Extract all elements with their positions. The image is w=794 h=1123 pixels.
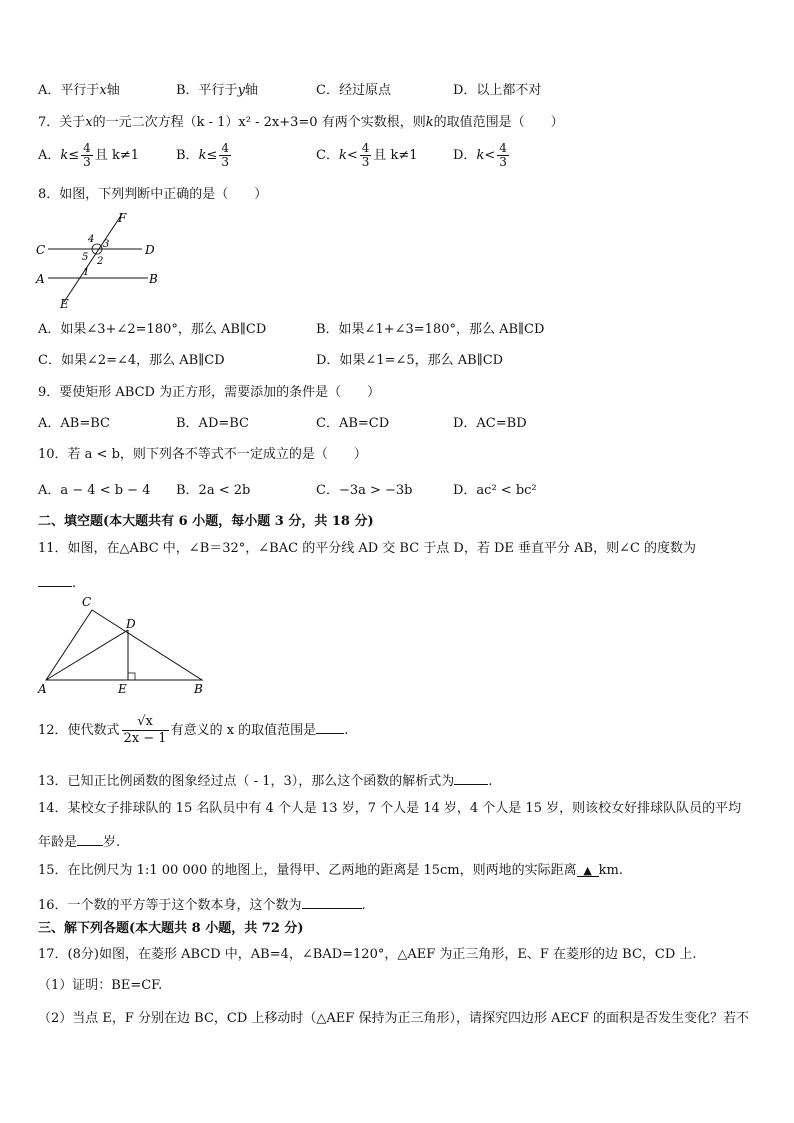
q14-pre: 年龄是 (38, 835, 78, 850)
q13-blank[interactable] (454, 770, 488, 785)
q11-figure (34, 594, 214, 698)
angle-5: 5 (82, 252, 89, 263)
angle-4: 4 (88, 234, 95, 245)
frac-den: 3 (361, 155, 370, 169)
q7-d-fraction (497, 142, 509, 169)
angle-2: 2 (97, 256, 104, 267)
label-d: D (126, 617, 136, 631)
q8-option-a: A．如果∠3+∠2=180°，那么 AB∥CD (38, 322, 267, 337)
q7-option-d (453, 142, 511, 169)
frac-num: 4 (499, 141, 507, 155)
label-a: A (38, 682, 47, 696)
q10-option-c: C．−3a > −3b (316, 483, 413, 498)
section-3-heading: 三、解下列各题(本大题共 8 小题，共 72 分) (38, 921, 304, 936)
q14-line2 (38, 831, 120, 852)
label-d: D (145, 243, 155, 257)
q14-blank[interactable] (77, 831, 103, 846)
label-c: C (36, 243, 46, 257)
q17-part2: （2）当点 E，F 分别在边 BC，CD 上移动时（△AEF 保持为正三角形），请探究四边形 AECF 的面积是否发生变化？若不 (38, 1011, 750, 1026)
q6-option-a-end: 轴 (106, 83, 120, 98)
q12-fraction (122, 714, 169, 747)
frac-den: 3 (83, 155, 91, 169)
q8-option-c: C．如果∠2=∠4，那么 AB∥CD (38, 353, 225, 368)
q7-d-label: D． (453, 148, 477, 163)
q16-blank[interactable] (302, 894, 362, 909)
q7-b-label: B． (176, 148, 199, 163)
q6-option-a-var: x (99, 83, 107, 98)
q9-option-b: B．AD=BC (176, 416, 249, 431)
q17-stem: 17．(8分)如图，在菱形 ABCD 中，AB=4，∠BAD=120°，△AEF 为正三角形，E、F 在菱形的边 BC，CD 上. (38, 947, 697, 962)
q13-text: 13．已知正比例函数的图象经过点（ - 1，3），那么这个函数的解析式为 (38, 774, 455, 789)
q15-pre: 15．在比例尺为 1:1 00 000 的地图上，量得甲、乙两地的距离是 15cm，则两地的实际距离 (38, 863, 577, 878)
q9-option-a: A．AB=BC (38, 416, 110, 431)
right-angle-mark (128, 673, 135, 680)
angle-1: 1 (83, 267, 90, 278)
q15-blank-triangle[interactable]: ▲ (577, 862, 599, 877)
q11-blank[interactable] (38, 572, 72, 587)
line-ef (64, 214, 122, 302)
q12-blank[interactable] (316, 719, 344, 734)
q7-a-fraction (81, 142, 93, 169)
q7-c-pre: k< (338, 148, 358, 163)
q7-stem (38, 114, 564, 132)
frac-num: 4 (83, 141, 91, 155)
q11-stem: 11．如图，在△ABC 中，∠B＝32°，∠BAC 的平分线 AD 交 BC 于点 D，若 DE 垂直平分 AB，则∠C 的度数为 (38, 541, 697, 556)
q6-option-b-var: y (237, 83, 245, 98)
q7-c-label: C． (316, 148, 339, 163)
q7-b-fraction (219, 142, 231, 169)
q10-option-d: D．ac² < bc² (453, 483, 537, 498)
q9-option-d: D．AC=BD (453, 416, 527, 431)
q6-option-d: D．以上都不对 (453, 83, 542, 98)
q10-stem: 10．若 a < b，则下列各不等式不一定成立的是（ ） (38, 447, 367, 462)
q6-option-c: C．经过原点 (316, 83, 391, 98)
q6-option-b-text: B．平行于 (176, 83, 238, 98)
q7-stem-b: 的一元二次方程（k - 1）x² - 2x+3=0 有两个实数根，则 (92, 115, 426, 130)
q7-a-post: 且 k≠1 (94, 148, 139, 163)
angle-3: 3 (103, 239, 110, 250)
label-e: E (118, 682, 127, 696)
q8-option-d: D．如果∠1=∠5，那么 AB∥CD (316, 353, 504, 368)
q7-d-pre: k< (476, 148, 496, 163)
q6-option-b (176, 82, 258, 100)
q8-figure (30, 208, 170, 314)
q12-post: 有意义的 x 的取值范围是 (170, 723, 317, 738)
q9-option-c: C．AB=CD (316, 416, 390, 431)
q8-stem: 8．如图，下列判断中正确的是（ ） (38, 187, 268, 202)
q9-stem: 9．要使矩形 ABCD 为正方形，需要添加的条件是（ ） (38, 385, 381, 400)
q7-option-a (38, 142, 139, 169)
q12-numerator: √x (122, 714, 169, 731)
q7-option-b (176, 142, 233, 169)
q8-option-b: B．如果∠1+∠3=180°，那么 AB∥CD (316, 322, 545, 337)
q7-c-post: 且 k≠1 (373, 148, 418, 163)
label-e: E (60, 297, 69, 311)
q12-end: . (344, 723, 349, 738)
q12-denominator: 2x − 1 (123, 731, 167, 746)
label-a: A (36, 272, 45, 286)
label-b: B (194, 682, 203, 696)
q15-post: km. (598, 863, 623, 878)
frac-den: 3 (499, 155, 507, 169)
q7-stem-k: k (425, 115, 434, 130)
q12-line (38, 714, 348, 748)
q7-a-label: A． (38, 148, 61, 163)
section-2-heading: 二、填空题(本大题共有 6 小题，每小题 3 分，共 18 分) (38, 514, 374, 529)
q6-option-b-end: 轴 (244, 83, 258, 98)
q6-option-a (38, 82, 120, 100)
q13-line (38, 770, 492, 791)
q7-option-c (316, 142, 418, 169)
label-c: C (82, 595, 92, 609)
q12-pre: 12．使代数式 (38, 723, 120, 738)
frac-num: 4 (221, 141, 229, 155)
q7-stem-x: x (85, 115, 93, 130)
frac-num: 4 (361, 141, 370, 155)
q14-post: 岁. (103, 835, 121, 850)
q11-answer-line (38, 572, 76, 593)
q16-text: 16．一个数的平方等于这个数本身，这个数为 (38, 898, 302, 913)
q15-line (38, 862, 623, 880)
q7-stem-c: 的取值范围是（ ） (433, 115, 564, 130)
q10-option-b: B．2a < 2b (176, 483, 251, 498)
label-b: B (149, 272, 158, 286)
triangle-abc (46, 610, 202, 680)
segment-ad (46, 630, 128, 680)
q17-part1: （1）证明：BE=CF. (38, 978, 163, 993)
q7-c-fraction (360, 142, 372, 169)
q11-end: . (72, 576, 77, 591)
frac-den: 3 (221, 155, 229, 169)
q16-end: . (361, 898, 366, 913)
q14-line1: 14．某校女子排球队的 15 名队员中有 4 个人是 13 岁，7 个人是 14 岁，4 个人是 15 岁，则该校女好排球队队员的平均 (38, 801, 742, 816)
q6-option-a-text: A．平行于 (38, 83, 100, 98)
q7-b-pre: k≤ (198, 148, 218, 163)
q10-option-a: A．a − 4 < b − 4 (38, 483, 151, 498)
q16-line (38, 894, 366, 915)
label-f: F (118, 211, 127, 225)
q13-end: . (488, 774, 493, 789)
q7-stem-a: 7．关于 (38, 115, 86, 130)
q7-a-pre: k≤ (60, 148, 80, 163)
